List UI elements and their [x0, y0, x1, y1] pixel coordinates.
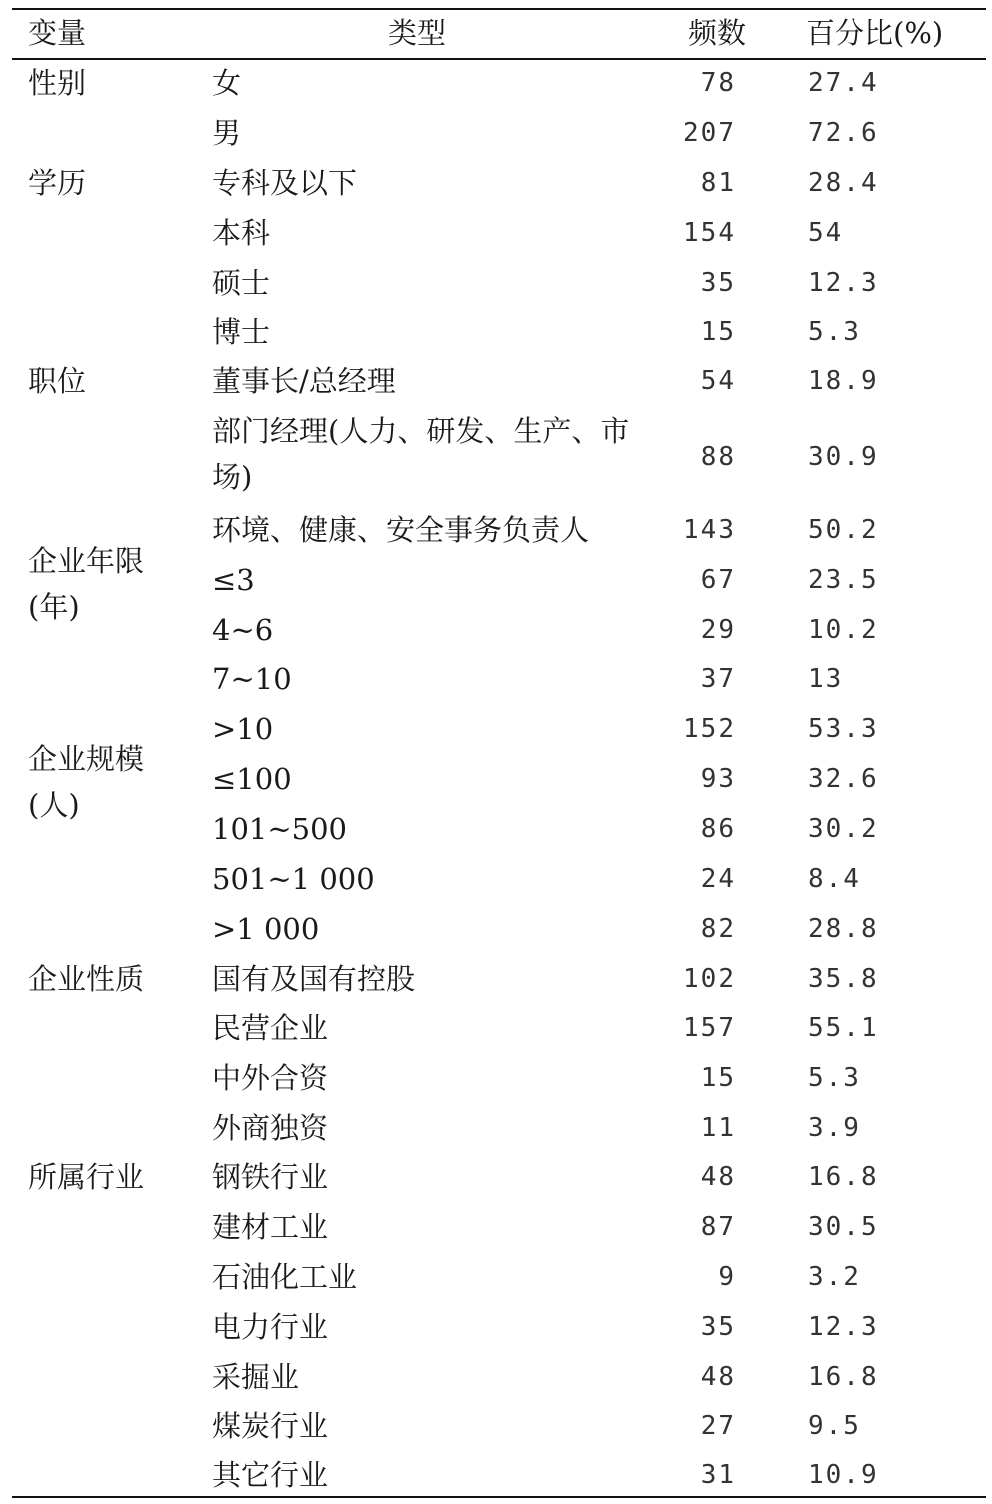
row-frequency: 88	[700, 442, 736, 472]
row-type: 501~1 000	[212, 862, 375, 896]
row-type: 4~6	[212, 613, 274, 647]
row-percent: 30.9	[808, 442, 879, 472]
header-type: 类型	[388, 16, 447, 50]
row-percent: 30.5	[808, 1212, 879, 1242]
row-frequency: 37	[700, 664, 736, 694]
header-frequency: 频数	[688, 16, 747, 50]
header-variable: 变量	[28, 16, 87, 50]
row-frequency: 29	[700, 615, 736, 645]
row-type: 7~10	[212, 662, 292, 696]
row-type: 环境、健康、安全事务负责人	[212, 513, 590, 547]
row-frequency: 11	[700, 1113, 736, 1143]
row-frequency: 48	[700, 1162, 736, 1192]
row-percent: 54	[808, 218, 844, 248]
row-percent: 10.2	[808, 615, 879, 645]
row-type: 石油化工业	[212, 1260, 358, 1294]
row-frequency: 54	[700, 366, 736, 396]
row-percent: 8.4	[808, 864, 861, 894]
row-type: 钢铁行业	[212, 1160, 329, 1194]
row-percent: 16.8	[808, 1362, 879, 1392]
row-percent: 27.4	[808, 68, 879, 98]
row-percent: 10.9	[808, 1460, 879, 1490]
row-frequency: 35	[700, 1312, 736, 1342]
row-percent: 53.3	[808, 714, 879, 744]
row-type: 电力行业	[212, 1310, 329, 1344]
variable-industry: 所属行业	[28, 1160, 145, 1194]
variable-firm-size: 企业规模(人)	[28, 742, 145, 822]
row-type: 女	[212, 66, 242, 100]
row-frequency: 93	[700, 764, 736, 794]
row-frequency: 82	[700, 914, 736, 944]
row-frequency: 15	[700, 1063, 736, 1093]
row-percent: 35.8	[808, 964, 879, 994]
variable-gender: 性别	[28, 66, 87, 100]
row-frequency: 31	[700, 1460, 736, 1490]
row-percent: 55.1	[808, 1013, 879, 1043]
row-percent: 18.9	[808, 366, 879, 396]
row-percent: 23.5	[808, 565, 879, 595]
row-type: 国有及国有控股	[212, 962, 416, 996]
row-percent: 3.2	[808, 1262, 861, 1292]
row-percent: 28.8	[808, 914, 879, 944]
variable-position: 职位	[28, 364, 87, 398]
row-percent: 50.2	[808, 515, 879, 545]
row-type: 硕士	[212, 266, 271, 300]
row-type: 外商独资	[212, 1111, 329, 1145]
variable-ownership: 企业性质	[28, 962, 145, 996]
row-type: 男	[212, 116, 242, 150]
row-frequency: 87	[700, 1212, 736, 1242]
row-frequency: 154	[683, 218, 736, 248]
row-percent: 3.9	[808, 1113, 861, 1143]
row-type: >1 000	[212, 912, 320, 946]
row-percent: 30.2	[808, 814, 879, 844]
row-type: 民营企业	[212, 1011, 329, 1045]
row-frequency: 48	[700, 1362, 736, 1392]
row-frequency: 81	[700, 168, 736, 198]
table-top-rule	[12, 8, 986, 10]
row-type: 部门经理(人力、研发、生产、市场)	[212, 414, 630, 494]
row-percent: 12.3	[808, 1312, 879, 1342]
row-type: 煤炭行业	[212, 1409, 329, 1443]
row-frequency: 207	[683, 118, 736, 148]
row-type: ≤100	[212, 762, 292, 796]
row-percent: 9.5	[808, 1411, 861, 1441]
row-percent: 5.3	[808, 1063, 861, 1093]
row-percent: 28.4	[808, 168, 879, 198]
row-type: >10	[212, 712, 274, 746]
row-percent: 32.6	[808, 764, 879, 794]
row-frequency: 152	[683, 714, 736, 744]
row-frequency: 86	[700, 814, 736, 844]
row-frequency: 157	[683, 1013, 736, 1043]
row-frequency: 15	[700, 317, 736, 347]
row-type: 建材工业	[212, 1210, 329, 1244]
row-percent: 12.3	[808, 268, 879, 298]
row-type: 专科及以下	[212, 166, 358, 200]
row-frequency: 27	[700, 1411, 736, 1441]
variable-firm-age: 企业年限(年)	[28, 544, 145, 624]
row-type: 本科	[212, 216, 271, 250]
row-frequency: 102	[683, 964, 736, 994]
row-type: ≤3	[212, 563, 255, 597]
header-percent: 百分比(%)	[806, 16, 944, 50]
row-percent: 72.6	[808, 118, 879, 148]
row-percent: 5.3	[808, 317, 861, 347]
row-frequency: 143	[683, 515, 736, 545]
row-type: 博士	[212, 315, 271, 349]
variable-education: 学历	[28, 166, 87, 200]
row-frequency: 24	[700, 864, 736, 894]
row-type: 101~500	[212, 812, 348, 846]
row-type: 其它行业	[212, 1458, 329, 1492]
row-type: 董事长/总经理	[212, 364, 396, 398]
row-frequency: 67	[700, 565, 736, 595]
table-bottom-rule	[12, 1496, 986, 1498]
row-frequency: 35	[700, 268, 736, 298]
row-frequency: 78	[700, 68, 736, 98]
table-header-rule	[12, 58, 986, 60]
row-type: 中外合资	[212, 1061, 329, 1095]
row-frequency: 9	[718, 1262, 736, 1292]
row-percent: 16.8	[808, 1162, 879, 1192]
row-type: 采掘业	[212, 1360, 300, 1394]
row-percent: 13	[808, 664, 844, 694]
